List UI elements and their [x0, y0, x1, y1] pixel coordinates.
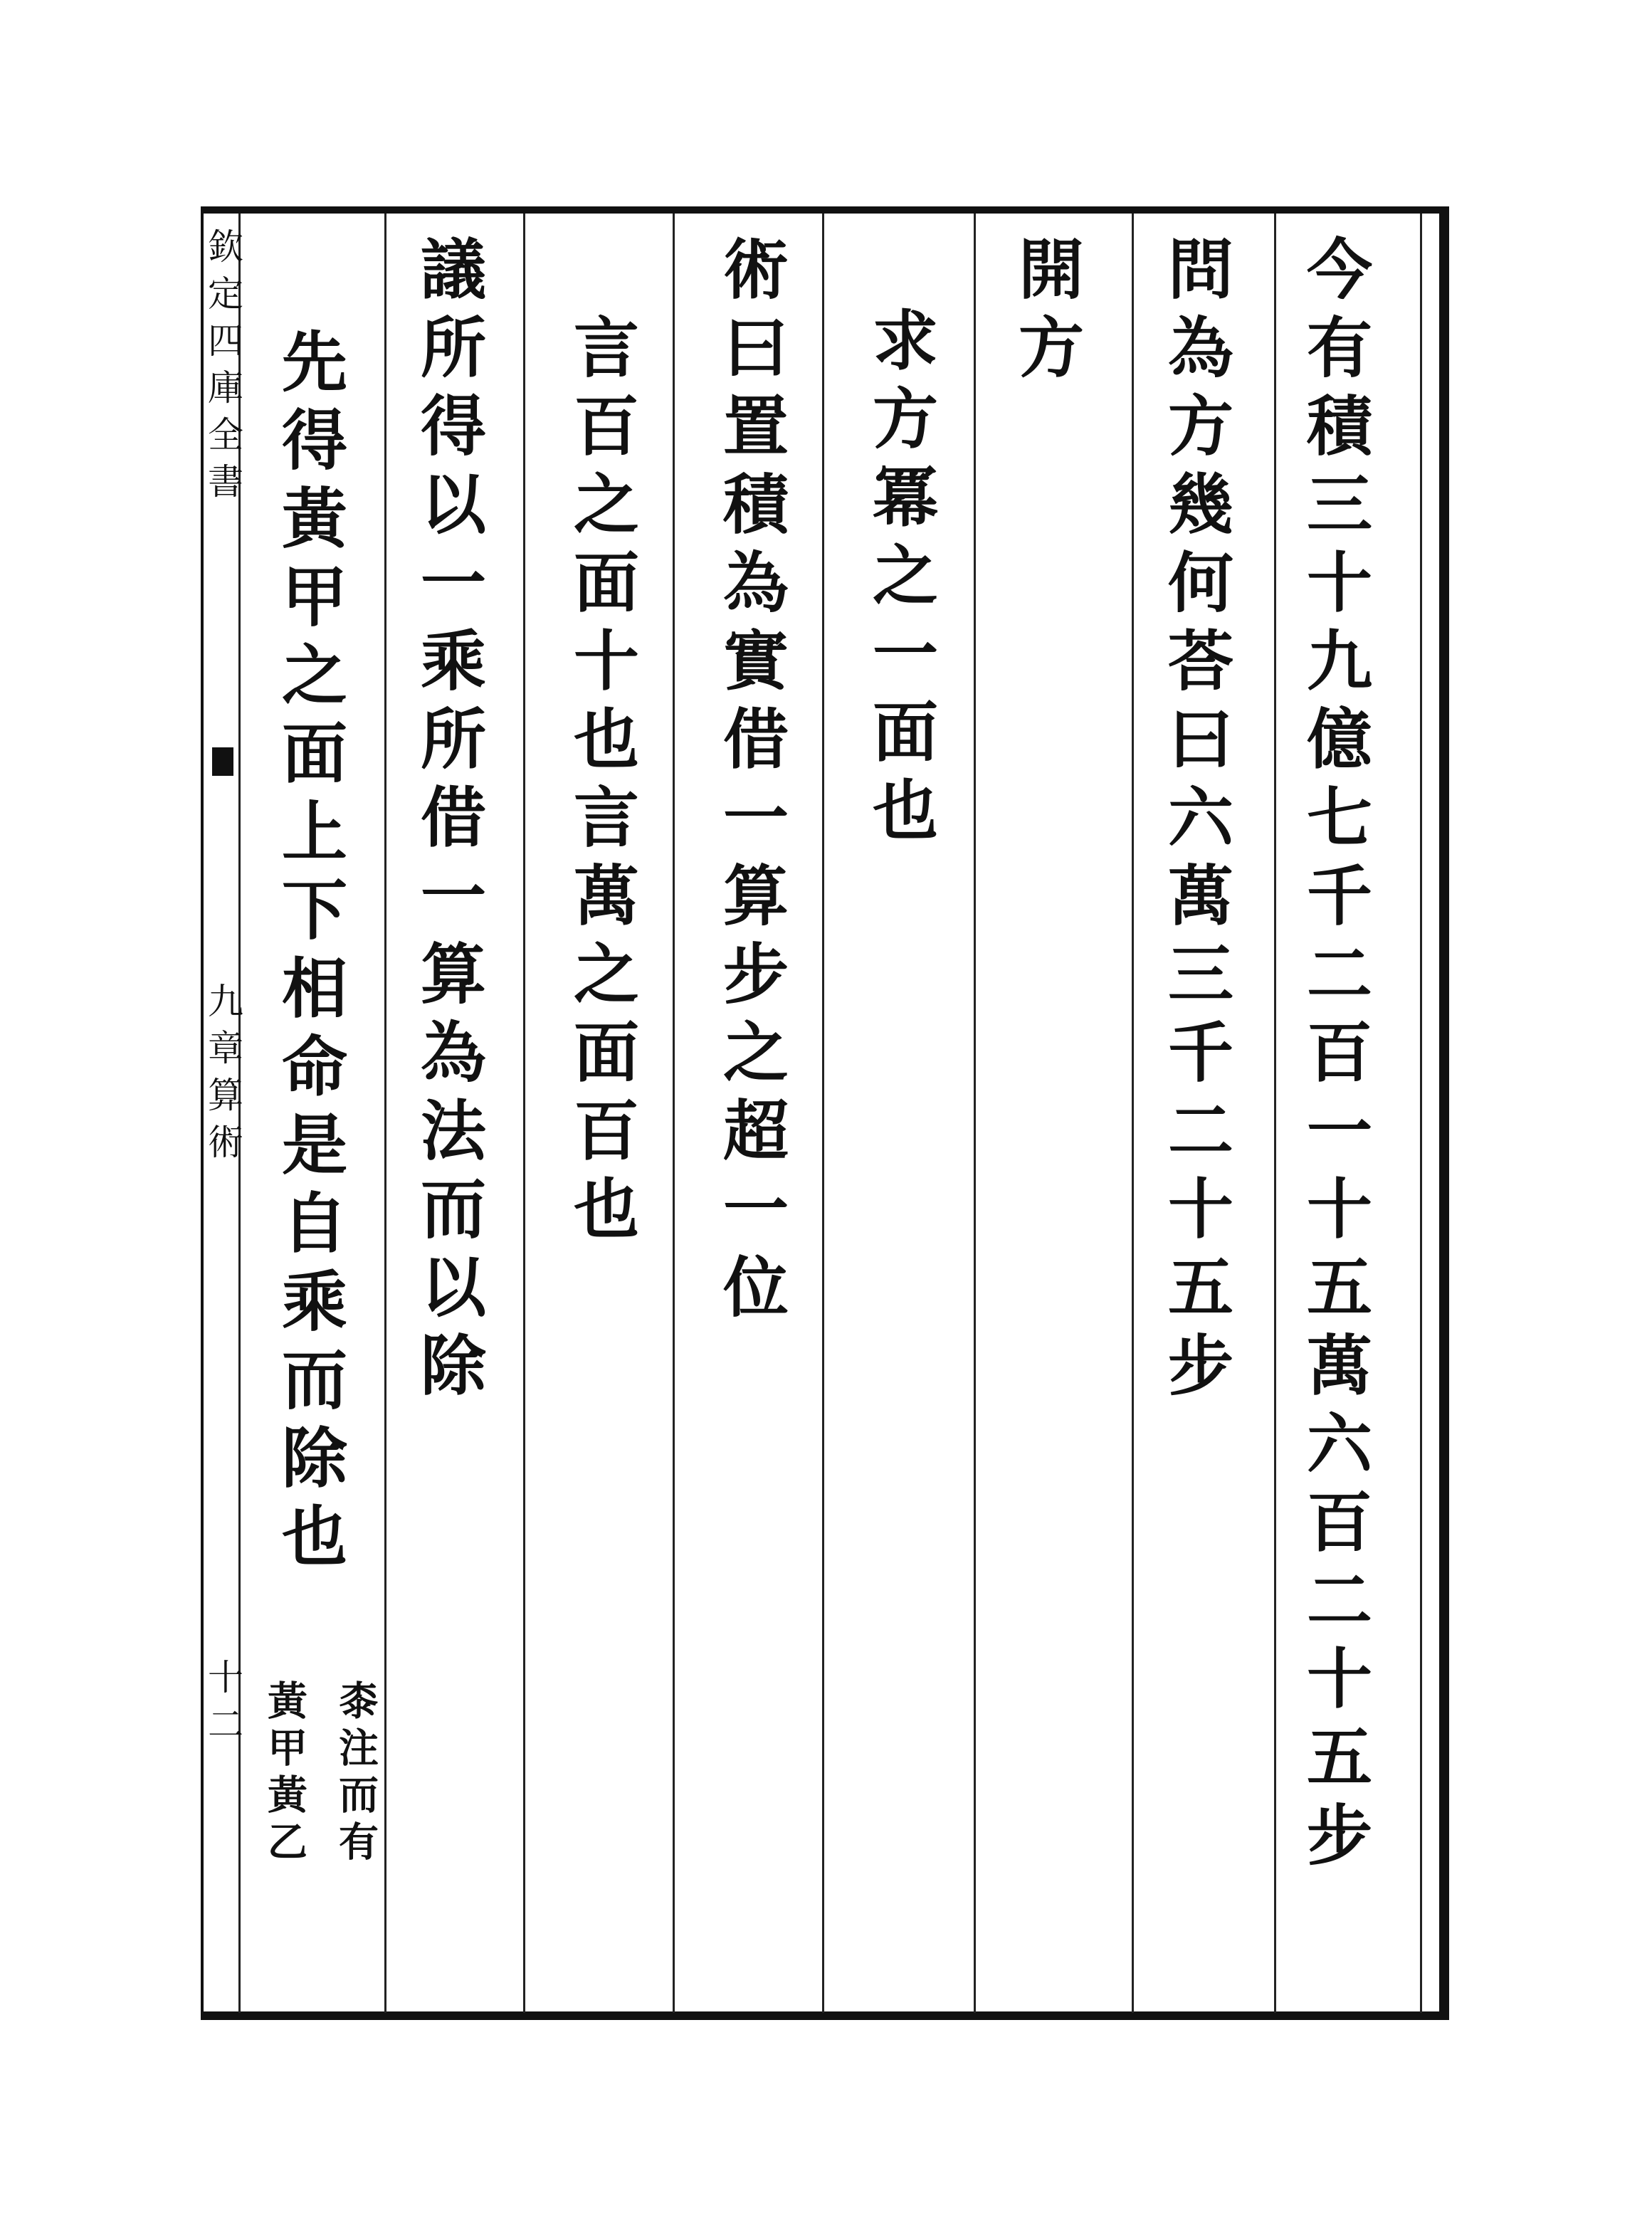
text-column-6: 言百之面十也言萬之面百也: [563, 313, 640, 1253]
column-rule: [974, 214, 976, 2013]
page-frame: [201, 206, 1449, 2020]
text-column-1: 今有積三十九億七千二百一十五萬六百二十五步: [1296, 235, 1373, 1879]
column-rule: [1420, 214, 1422, 2013]
fishtail-mark: [212, 747, 233, 776]
text-column-2: 問為方幾何荅曰六萬三千二十五步: [1157, 235, 1234, 1409]
column-rule: [1132, 214, 1134, 2013]
text-column-5: 術曰置積為實借一算步之超一位: [712, 235, 789, 1331]
text-column-3: 開方: [1008, 235, 1085, 391]
column-rule: [1274, 214, 1276, 2013]
margin-section-title: 九章算術: [202, 982, 243, 1170]
annotation-left: 黃甲黃乙: [261, 1680, 308, 1868]
column-rule: [384, 214, 386, 2013]
folio-number: 十二: [202, 1658, 243, 1752]
text-column-8: 先得黃甲之面上下相命是自乘而除也: [271, 327, 348, 1580]
column-rule: [673, 214, 675, 2013]
margin-book-title: 欽定四庫全書: [202, 228, 243, 510]
text-column-4: 求方冪之一面也: [862, 306, 939, 854]
text-column-7: 議所得以一乘所借一算為法而以除: [410, 235, 487, 1409]
column-rule: [523, 214, 525, 2013]
annotation-right: 桼注而有: [332, 1680, 379, 1868]
column-rule: [822, 214, 824, 2013]
